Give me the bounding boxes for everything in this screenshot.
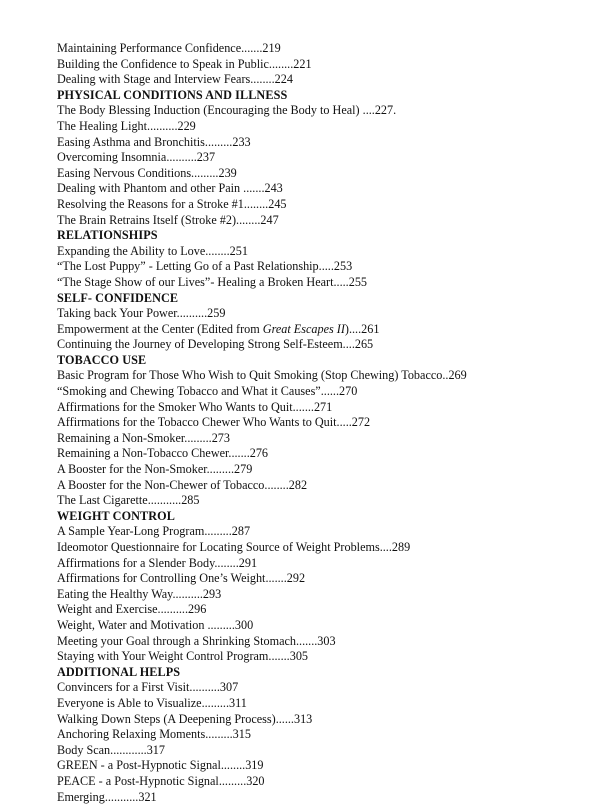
toc-entry: Emerging...........321 [57,790,577,805]
toc-entry: Convincers for a First Visit..........307 [57,680,577,696]
toc-entry: Dealing with Phantom and other Pain .......243 [57,181,577,197]
toc-entry: Taking back Your Power..........259 [57,306,577,322]
toc-entry: Dealing with Stage and Interview Fears........224 [57,72,577,88]
toc-entry: Affirmations for the Tobacco Chewer Who Wants to Quit.....272 [57,415,577,431]
toc-entry: A Sample Year-Long Program.........287 [57,524,577,540]
toc-entry: Weight and Exercise..........296 [57,602,577,618]
toc-entry: Ideomotor Questionnaire for Locating Source of Weight Problems....289 [57,540,577,556]
toc-entry: The Last Cigarette...........285 [57,493,577,509]
toc-entry: Remaining a Non-Tobacco Chewer.......276 [57,446,577,462]
toc-entry: A Booster for the Non-Chewer of Tobacco........282 [57,478,577,494]
toc-entry: Affirmations for Controlling One’s Weight.......292 [57,571,577,587]
toc-entry: Walking Down Steps (A Deepening Process)......313 [57,712,577,728]
toc-entry: Meeting your Goal through a Shrinking Stomach.......303 [57,634,577,650]
toc-entry: Staying with Your Weight Control Program.......305 [57,649,577,665]
toc-entry: Overcoming Insomnia..........237 [57,150,577,166]
toc-entry: Weight, Water and Motivation .........300 [57,618,577,634]
toc-entry: A Booster for the Non-Smoker.........279 [57,462,577,478]
section-heading: SELF- CONFIDENCE [57,291,577,307]
toc-entry: Maintaining Performance Confidence.......219 [57,41,577,57]
toc-entry: The Brain Retrains Itself (Stroke #2)........247 [57,213,577,229]
book-title: Great Escapes II [263,322,345,336]
toc-entry: Body Scan............317 [57,743,577,759]
toc-entry: Basic Program for Those Who Wish to Quit Smoking (Stop Chewing) Tobacco..269 [57,368,577,384]
toc-entry: Expanding the Ability to Love........251 [57,244,577,260]
toc-entry: Everyone is Able to Visualize.........311 [57,696,577,712]
toc-entry: Continuing the Journey of Developing Strong Self-Esteem....265 [57,337,577,353]
toc-entry: Easing Asthma and Bronchitis.........233 [57,135,577,151]
toc-entry: Resolving the Reasons for a Stroke #1........245 [57,197,577,213]
toc-entry [57,322,577,338]
toc-entry: “The Lost Puppy” - Letting Go of a Past Relationship.....253 [57,259,577,275]
toc-entry: “Smoking and Chewing Tobacco and What it Causes”......270 [57,384,577,400]
toc-entry: Easing Nervous Conditions.........239 [57,166,577,182]
toc-entry: Eating the Healthy Way..........293 [57,587,577,603]
section-heading: PHYSICAL CONDITIONS AND ILLNESS [57,88,577,104]
table-of-contents [57,41,577,805]
toc-entry: Anchoring Relaxing Moments.........315 [57,727,577,743]
toc-entry: The Body Blessing Induction (Encouraging the Body to Heal) ....227. [57,103,577,119]
section-heading: RELATIONSHIPS [57,228,577,244]
toc-entry: “The Stage Show of our Lives”- Healing a Broken Heart.....255 [57,275,577,291]
section-heading: TOBACCO USE [57,353,577,369]
toc-entry: GREEN - a Post-Hypnotic Signal........319 [57,758,577,774]
toc-entry: The Healing Light..........229 [57,119,577,135]
toc-entry: Affirmations for the Smoker Who Wants to Quit.......271 [57,400,577,416]
toc-entry: PEACE - a Post-Hypnotic Signal.........320 [57,774,577,790]
section-heading: WEIGHT CONTROL [57,509,577,525]
toc-entry-text: Empowerment at the Center (Edited from [57,322,263,336]
toc-entry: Remaining a Non-Smoker.........273 [57,431,577,447]
toc-entry-page: )....261 [345,322,380,336]
section-heading: ADDITIONAL HELPS [57,665,577,681]
toc-entry: Building the Confidence to Speak in Public........221 [57,57,577,73]
toc-entry: Affirmations for a Slender Body........291 [57,556,577,572]
